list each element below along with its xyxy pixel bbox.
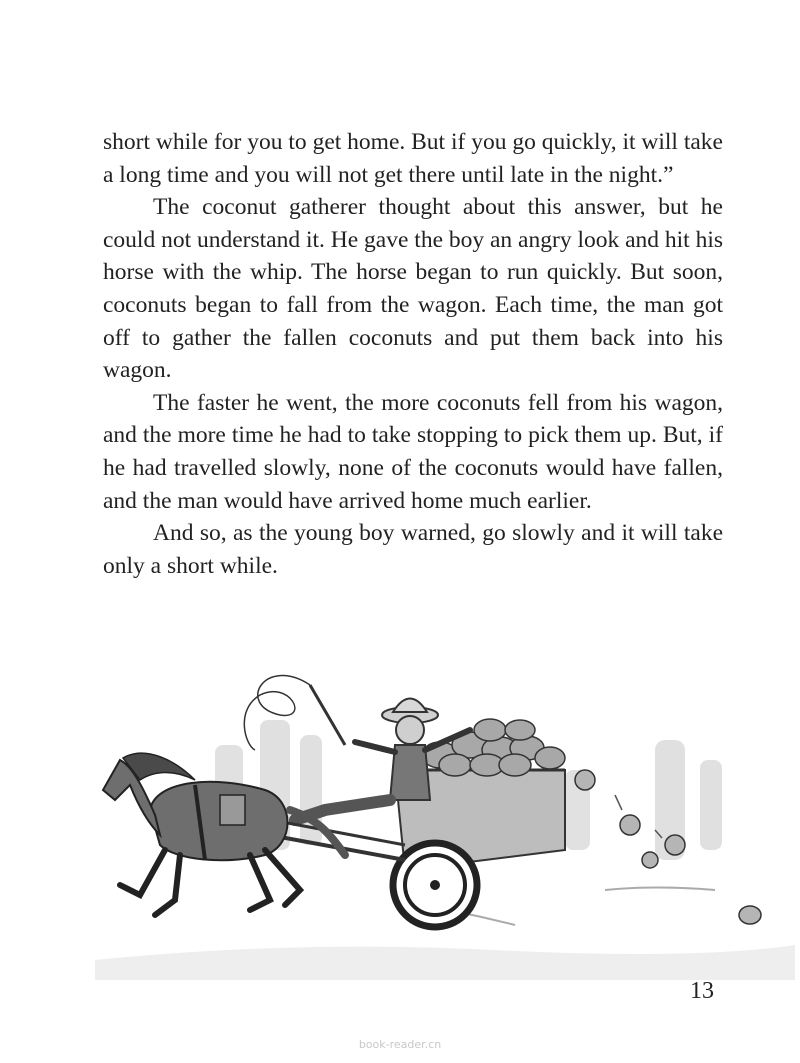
story-text — [103, 126, 723, 582]
paragraph-faster: The faster he went, the more coconuts fell from his wagon, and the more time he had to take stopping to pick them up. But, if he had travelled slowly, none of the coconuts would have fallen, and the man would have arrived home much earlier. — [103, 389, 723, 514]
horse-wagon-illustration — [95, 660, 795, 980]
paragraph-gatherer: The coconut gatherer thought about this answer, but he could not understand it. He gave the boy an angry look and hit his horse with the whip. The horse began to run quickly. But soon, coconuts began to fall from the wagon. Each time, the man got off to gather the fallen coconuts and put them back into his wagon. — [103, 194, 724, 384]
paragraph-continued: short while for you to get home. But if you go quickly, it will take a long time and you will not get there until late in the night.” — [103, 129, 723, 188]
watermark: book-reader.cn — [358, 1038, 442, 1051]
paragraph-moral: And so, as the young boy warned, go slowly and it will take only a short while. — [103, 520, 723, 579]
page-number: 13 — [690, 978, 714, 1004]
